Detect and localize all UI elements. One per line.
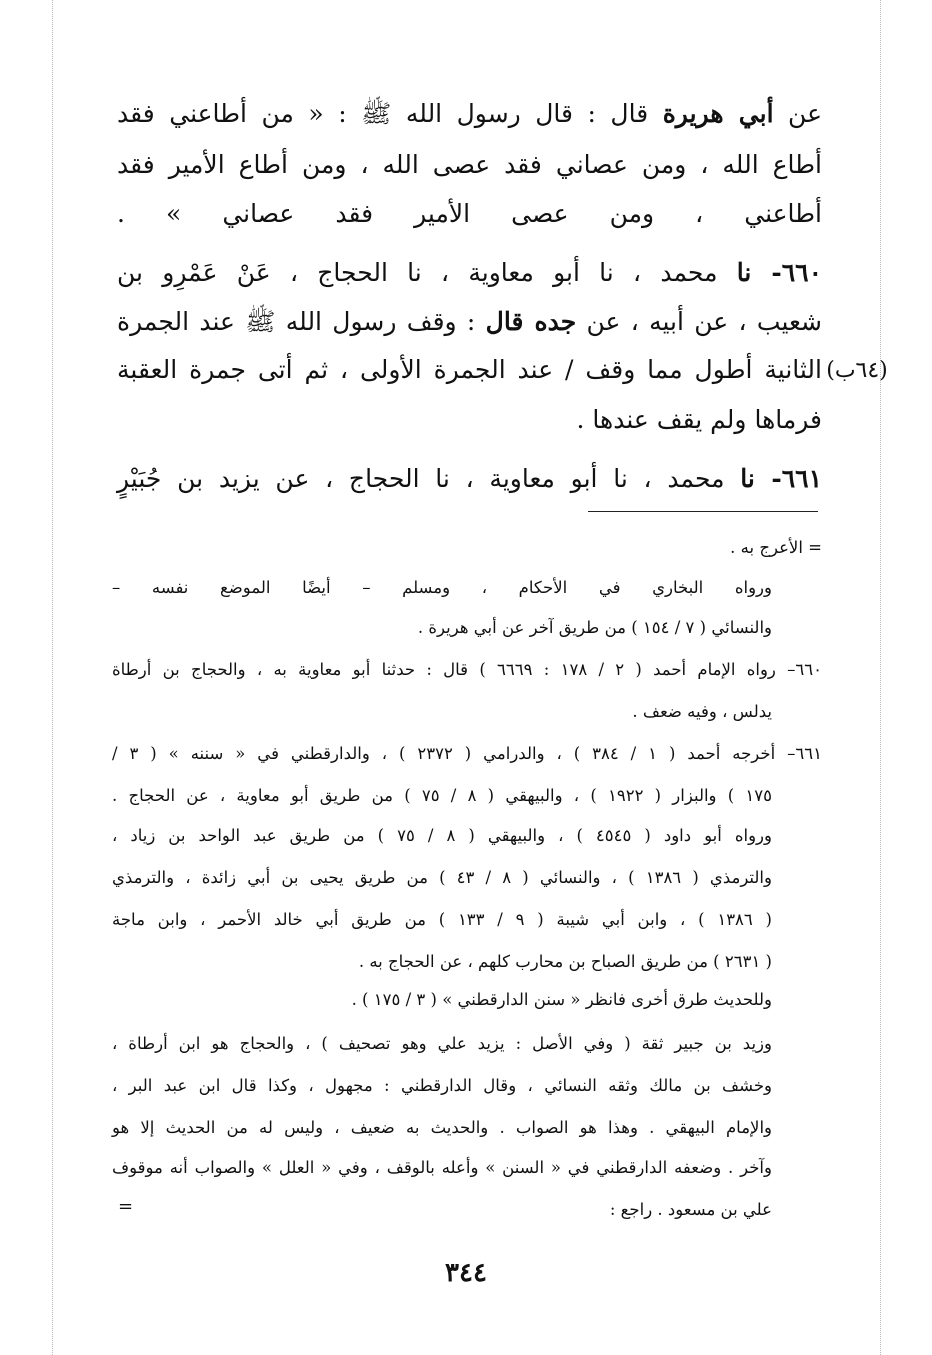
footnote-line: وللحديث طرق أخرى فانظر « سنن الدارقطني » ( ٣ / ١٧٥ ) . xyxy=(351,990,772,1009)
footnote-661: ٦٦١– أخرجه أحمد ( ١ / ٣٨٤ ) ، والدرامي ( ٢٣٧٢ ) ، والدارقطني في « سننه » ( ٣ / xyxy=(112,744,822,763)
footnote-line: وخشف بن مالك وثقه النسائي ، وقال الدارقطني : مجهول ، وكذا قال ابن عبد البر ، xyxy=(112,1076,772,1095)
hadith-660-line-4: فرماها ولم يقف عندها . xyxy=(576,405,822,434)
main-line-1: عن أبي هريرة قال : قال رسول الله ﷺ : « من أطاعني فقد xyxy=(117,99,822,128)
page-number: ٣٤٤ xyxy=(445,1258,487,1288)
footnote-line: يدلس ، وفيه ضعف . xyxy=(632,702,772,721)
footnote-line: ( ١٣٨٦ ) ، وابن أبي شيبة ( ٩ / ١٣٣ ) من طريق أبي خالد الأحمر ، وابن ماجة xyxy=(112,910,772,929)
main-line-2: أطاع الله ، ومن عصاني فقد عصى الله ، ومن أطاع الأمير فقد xyxy=(117,150,822,179)
footnote-660: ٦٦٠– رواه الإمام أحمد ( ٢ / ١٧٨ : ٦٦٦٩ ) قال : حدثنا أبو معاوية به ، والحجاج بن أرطاة xyxy=(112,660,822,679)
hadith-661-line-1: ٦٦١- نا محمد ، نا أبو معاوية ، نا الحجاج ، عن يزيد بن جُبَيْرٍ xyxy=(117,464,823,493)
footnote-line: والنسائي ( ٧ / ١٥٤ ) من طريق آخر عن أبي هريرة . xyxy=(417,618,772,637)
footnote-line: والإمام البيهقي . وهذا هو الصواب . والحديث به ضعيف ، وليس له من الحديث إلا هو xyxy=(112,1118,772,1137)
footnote-line: ( ٢٦٣١ ) من طريق الصباح بن محارب كلهم ، عن الحجاج به . xyxy=(358,952,772,971)
footnote-line: علي بن مسعود . راجع : xyxy=(609,1200,772,1219)
scan-rule-left xyxy=(52,0,53,1355)
main-line-3: أطاعني ، ومن عصى الأمير فقد عصاني » . xyxy=(117,199,822,228)
footnote-line: = الأعرج به . xyxy=(730,538,822,557)
hadith-660-line-2: شعيب ، عن أبيه ، عن جده قال : وقف رسول الله ﷺ عند الجمرة xyxy=(117,307,822,336)
hadith-660-line-1: ٦٦٠- نا محمد ، نا أبو معاوية ، نا الحجاج ، عَنْ عَمْرِو بن xyxy=(117,258,823,287)
hadith-number: ٦٦٠- نا xyxy=(736,258,823,287)
footnote-line: ١٧٥ ) والبزار ( ١٩٢٢ ) ، والبيهقي ( ٨ / ٧٥ ) من طريق أبو معاوية ، عن الحجاج . xyxy=(112,786,772,805)
hadith-660-line-3: الثانية أطول مما وقف / عند الجمرة الأولى ، ثم أتى جمرة العقبة xyxy=(117,355,822,384)
footnote-line: ورواه أبو داود ( ٤٥٤٥ ) ، والبيهقي ( ٨ / ٧٥ ) من طريق عبد الواحد بن زياد ، xyxy=(112,826,772,845)
hadith-number: ٦٦١- نا xyxy=(740,464,823,493)
footnote-line: والترمذي ( ١٣٨٦ ) ، والنسائي ( ٨ / ٤٣ ) من طريق يحيى بن أبي زائدة ، والترمذي xyxy=(112,868,772,887)
continuation-mark: = xyxy=(118,1196,134,1217)
scan-rule-right xyxy=(880,0,881,1355)
footnote-line: ورواه البخاري في الأحكام ، ومسلم – أيضًا الموضع نفسه – xyxy=(112,578,772,597)
footnote-separator xyxy=(588,511,818,512)
footnote-line: وآخر . وضعفه الدارقطني في « السنن » وأعله بالوقف ، وفي « العلل » والصواب أنه موقوف xyxy=(112,1158,772,1177)
margin-folio-note: (٦٤ب) xyxy=(826,358,888,383)
footnote-line: وزيد بن جبير ثقة ( وفي الأصل : يزيد علي وهو تصحيف ) ، والحجاج هو ابن أرطاة ، xyxy=(112,1034,772,1053)
